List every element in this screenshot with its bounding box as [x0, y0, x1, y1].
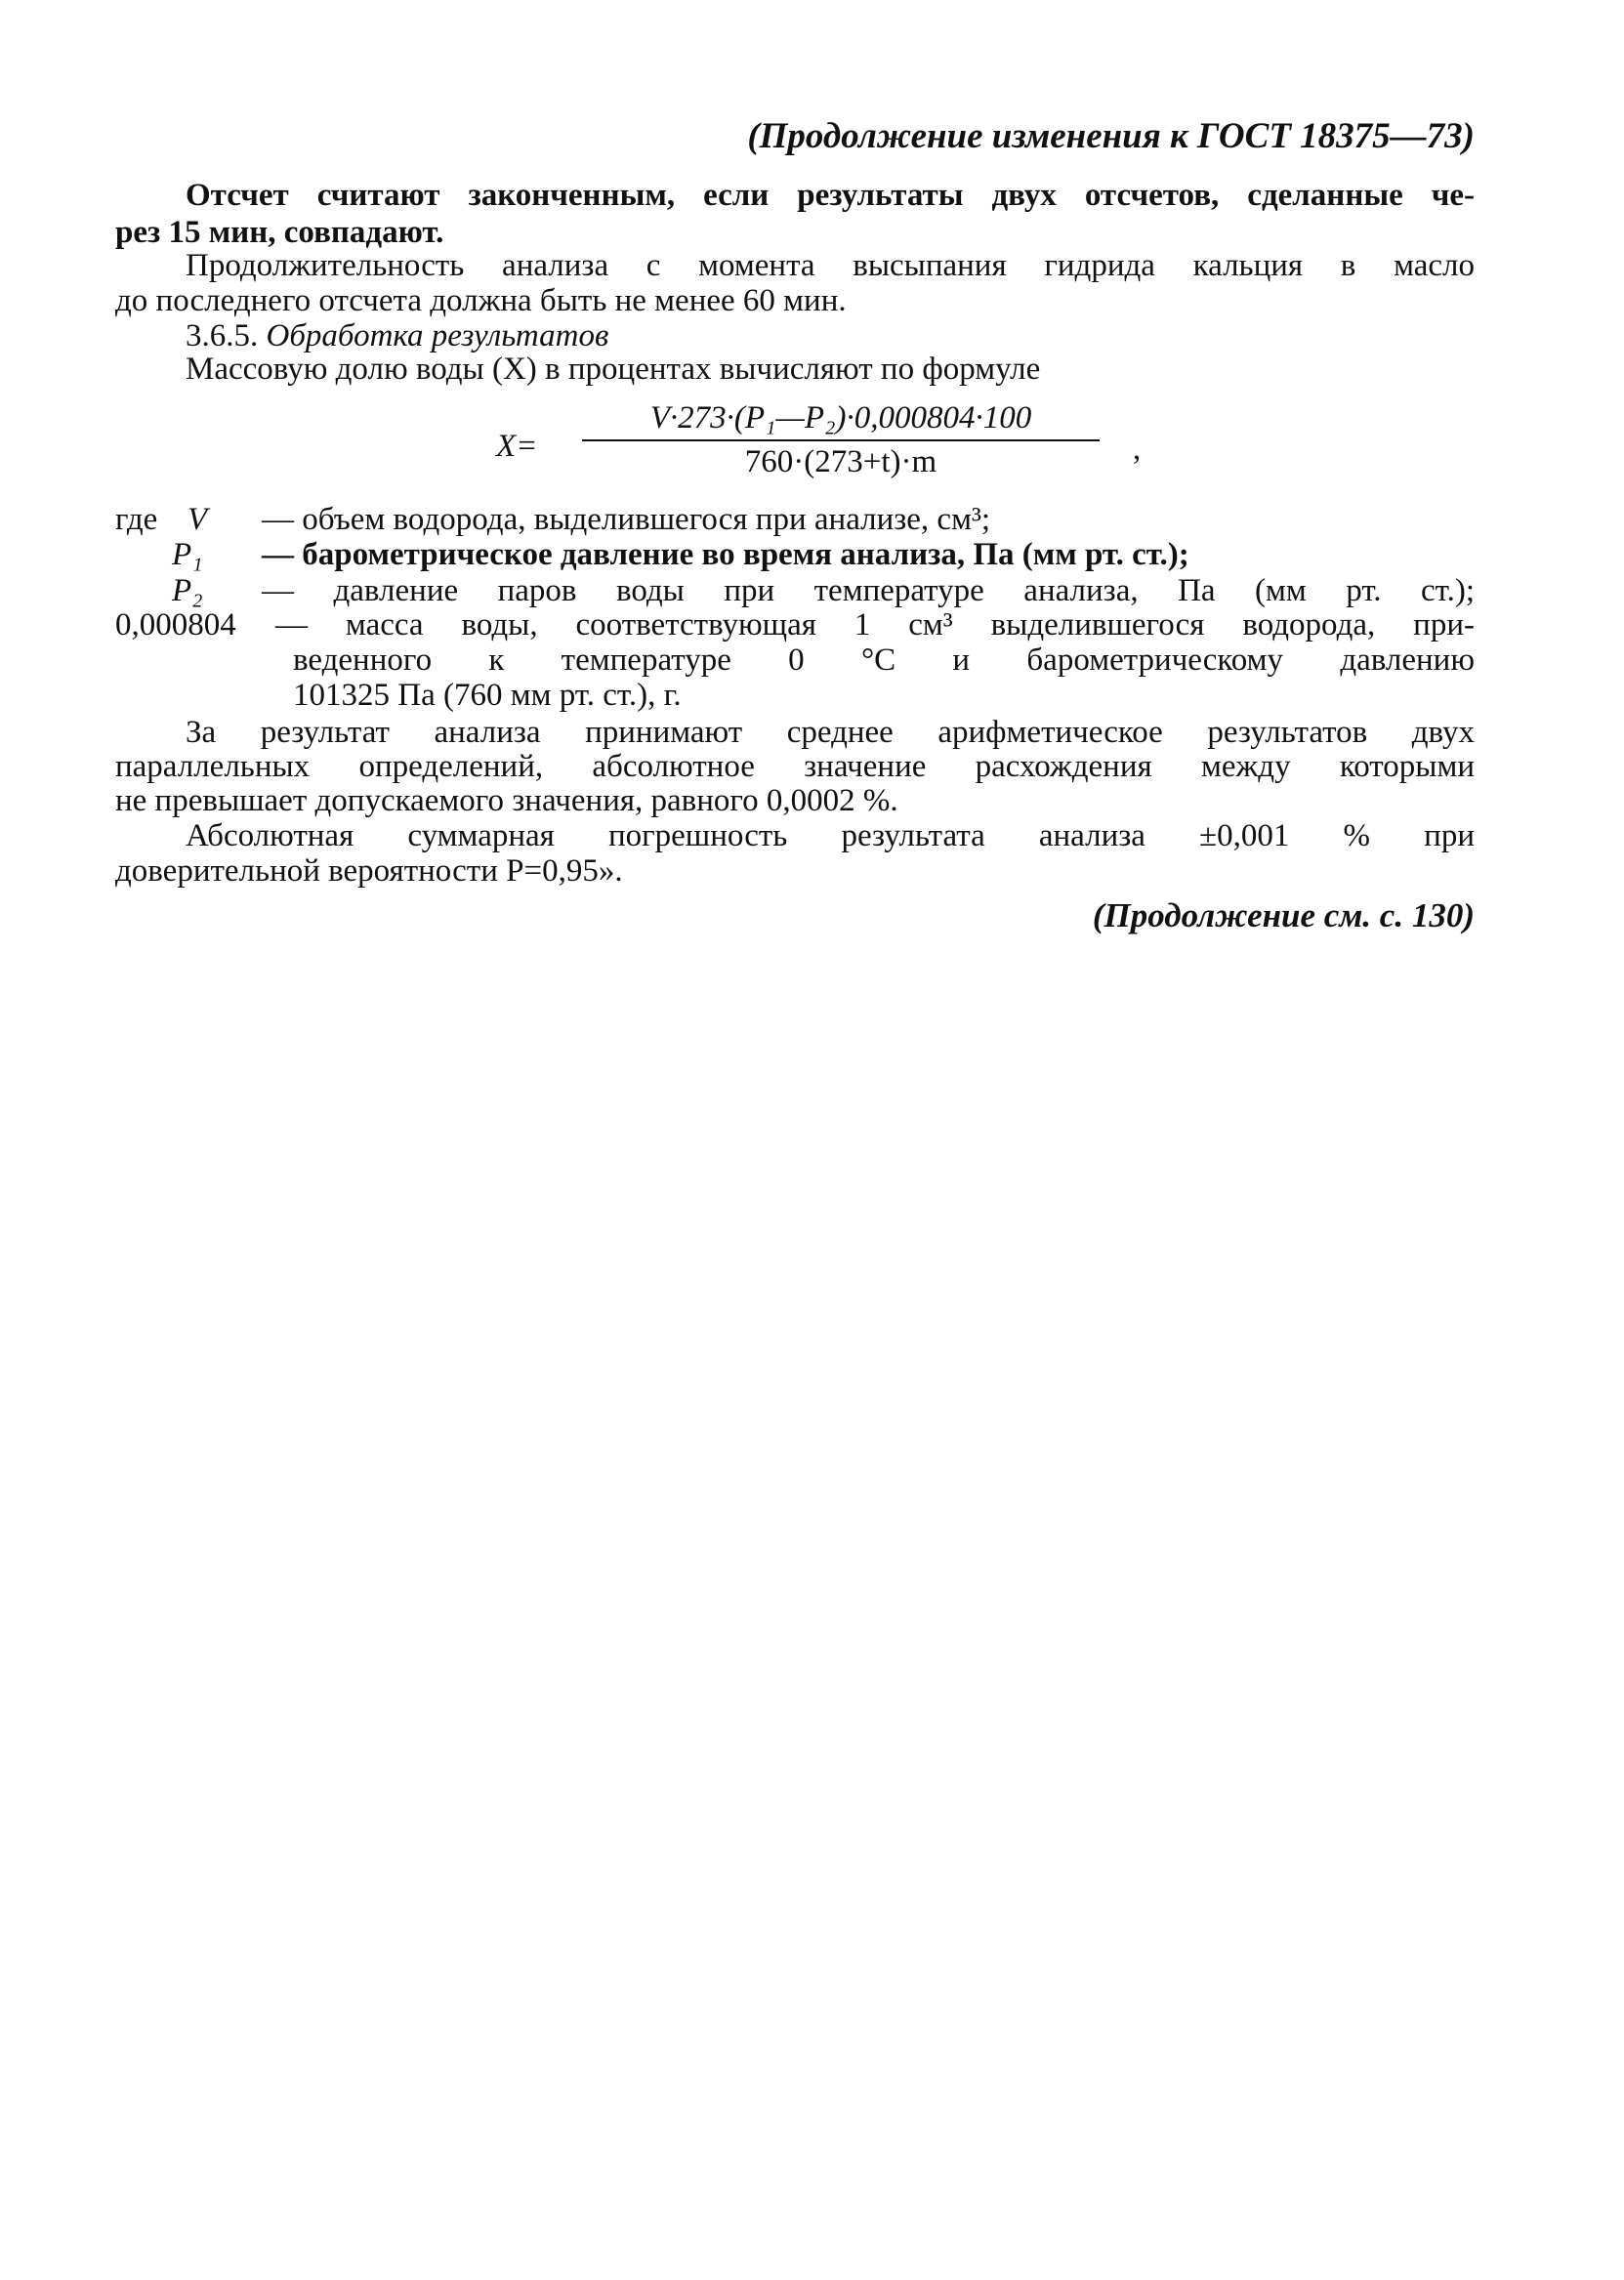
- paragraph-3-line-3: не превышает допускаемого значения, равного 0,0002 %.: [115, 783, 898, 818]
- legend-desc-coefficient-line-2: веденного к температуре 0 °С и барометрическому давлению: [293, 643, 1475, 678]
- legend-term-p2: P₂: [172, 573, 203, 608]
- legend-desc-p2-line: — давление паров воды при температуре анализа, Па (мм рт. ст.);: [262, 573, 1475, 608]
- formula-denominator: 760·(273+t)·m: [744, 444, 937, 479]
- paragraph-2-line-1: Продолжительность анализа с момента высыпания гидрида кальция в масло: [186, 248, 1475, 283]
- legend-where-word: где: [115, 502, 158, 537]
- legend-term-v: V: [187, 502, 208, 537]
- paragraph-4-line-2: доверительной вероятности P=0,95».: [115, 853, 623, 889]
- formula-intro: Массовую долю воды (X) в процентах вычисляют по формуле: [186, 352, 1041, 387]
- legend-term-p1: P₁: [172, 537, 203, 572]
- formula-fraction-bar: [582, 439, 1100, 441]
- legend-term-coefficient: 0,000804: [115, 607, 236, 643]
- section-number: 3.6.5.: [186, 318, 259, 353]
- paragraph-1-line-1: Отсчет считают законченным, если результаты двух отсчетов, сделанные че-: [186, 178, 1475, 213]
- legend-desc-p2: [262, 571, 1475, 610]
- continuation-footer-note: (Продолжение см. с. 130): [1092, 896, 1475, 934]
- formula-numerator: V·273·(P₁—P₂)·0,000804·100: [649, 400, 1032, 435]
- legend-desc-coefficient-line-1: — масса воды, соответствующая 1 см³ выделившегося водорода, при-: [275, 607, 1475, 643]
- paragraph-3-line-1: За результат анализа принимают среднее арифметическое результатов двух: [186, 715, 1475, 750]
- legend-desc-coefficient-2: [293, 641, 1475, 680]
- section-title: Обработка результатов: [266, 318, 609, 353]
- paragraph-1-line-2: рез 15 мин, совпадают.: [115, 215, 444, 250]
- legend-desc-coefficient-3: 101325 Па (760 мм рт. ст.), г.: [293, 678, 682, 713]
- legend-desc-v: — объем водорода, выделившегося при анализе, см³;: [262, 502, 991, 537]
- continuation-header: (Продолжение изменения к ГОСТ 18375—73): [747, 116, 1475, 156]
- legend-desc-coefficient: [275, 605, 1475, 644]
- paragraph-3-line-2: параллельных определений, абсолютное значение расхождения между которыми: [115, 749, 1475, 784]
- formula-trailing-comma: ,: [1133, 432, 1142, 467]
- formula-lhs: X=: [496, 429, 538, 464]
- legend-desc-p1: — барометрическое давление во время анализа, Па (мм рт. ст.);: [262, 537, 1189, 572]
- paragraph-2-line-2: до последнего отсчета должна быть не менее 60 мин.: [115, 283, 847, 318]
- formula: [0, 391, 1624, 498]
- paragraph-4-line-1: Абсолютная суммарная погрешность результата анализа ±0,001 % при: [186, 818, 1475, 853]
